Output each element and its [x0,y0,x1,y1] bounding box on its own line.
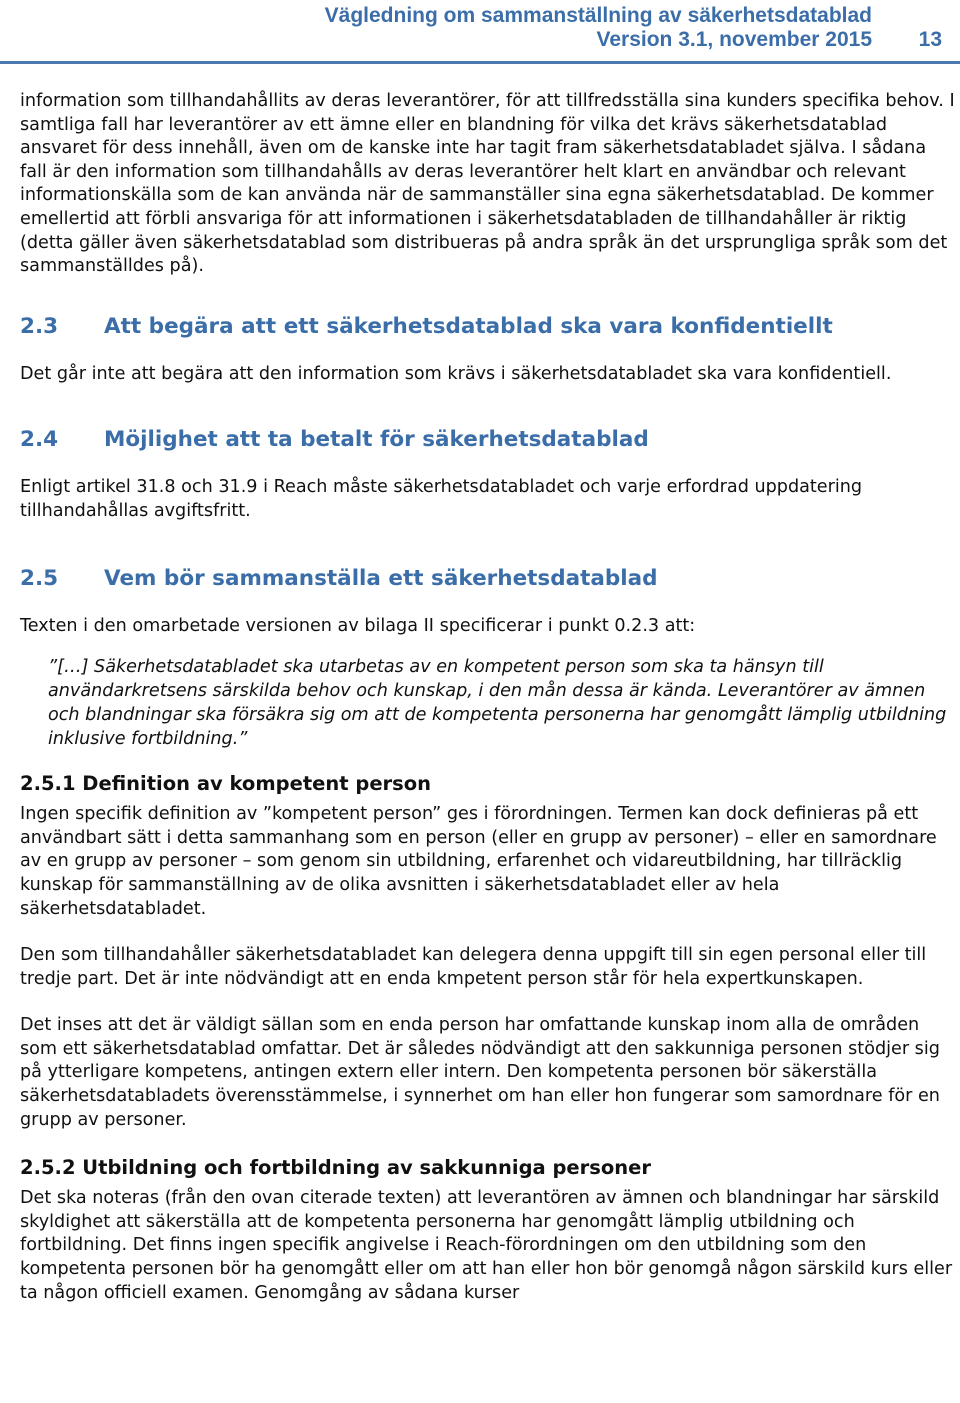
page-header [0,0,960,64]
section-2-5-1-paragraph-2: Den som tillhandahåller säkerhetsdatabladet kan delegera denna uppgift till sin egen personal eller till tredje part. Det är inte nödvändigt att en enda kmpetent person står för hela expertkunskapen. [20,945,927,989]
document-title: Vägledning om sammanställning av säkerhetsdatablad [324,4,872,27]
section-2-4-paragraph: Enligt artikel 31.8 och 31.9 i Reach måste säkerhetsdatabladet och varje erfordrad uppdatering tillhandahållas avgiftsfritt. [20,477,863,521]
section-number: 2.4 [20,427,59,453]
section-2-5-2-paragraph: Det ska noteras (från den ovan citerade texten) att leverantören av ämnen och blandningar har särskild skyldighet att säkerställa att de kompetenta personerna har genomgått lämplig utbildning och fortbildning. Det finns ingen specifik angivelse i Reach-förordningen om den utbildning som den kompetenta personen bör ha genomgått eller om att han eller hon bör genomgå någon särskild kurs eller ta någon officiell examen. Genomgång av sådana kurser [20,1188,953,1303]
section-title: Att begära att ett säkerhetsdatablad ska vara konfidentiellt [104,313,833,339]
section-number: 2.5 [20,565,59,591]
section-number: 2.3 [20,313,59,339]
section-2-5-1-paragraph-1: Ingen specifik definition av ”kompetent person” ges i förordningen. Termen kan dock definieras på ett användbart sätt i detta sammanhang som en person (eller en grupp av personer) – eller en samordnare av en grupp av personer – som genom sin utbildning, erfarenhet och vidareutbildning, har tillräcklig kunskap för sammanställning av de olika avsnitten i säkerhetsdatabladet eller av hela säkerhetsdatabladet. [20,804,937,919]
section-2-3-paragraph: Det går inte att begära att den information som krävs i säkerhetsdatabladet ska vara konfidentiell. [20,363,892,384]
subsection-heading-2-5-2: 2.5.2 Utbildning och fortbildning av sakkunniga personer [20,1156,651,1180]
section-2-5-paragraph: Texten i den omarbetade versionen av bilaga II specificerar i punkt 0.2.3 att: [20,615,696,636]
section-heading-2-4 [20,426,956,454]
header-divider [0,61,960,64]
document-version: Version 3.1, november 2015 [596,28,872,51]
section-heading-2-3 [20,313,956,341]
section-title: Möjlighet att ta betalt för säkerhetsdatablad [104,427,649,453]
section-heading-2-5 [20,565,956,593]
page-number: 13 [918,28,942,51]
intro-paragraph: information som tillhandahållits av deras leverantörer, för att tillfredsställa sina kunders specifika behov. I samtliga fall har leverantörer av ett ämne eller en blandning för vilka det krävs säkerhetsdatablad ansvaret för dess innehåll, även om de kanske inte har tagit fram säkerhetsdatabladet själva. I sådana fall är den information som tillhandahålls av deras leverantörer helt klart en användbar och relevant informationskälla som de kan använda när de sammanställer sina egna säkerhetsdatablad. De kommer emellertid att förbli ansvariga för att informationen i säkerhetsdatabladen de tillhandahåller är riktig (detta gäller även säkerhetsdatablad som distribueras på andra språk än det ursprungliga språk som det sammanställdes på). [20,91,955,277]
quoted-text: ”[…] Säkerhetsdatabladet ska utarbetas av en kompetent person som ska ta hänsyn till användarkretsens särskilda behov och kunskap, i den mån dessa är kända. Leverantörer av ämnen och blandningar ska försäkra sig om att de kompetenta personerna har genomgått lämplig utbildning inklusive fortbildning.” [48,657,947,750]
section-title: Vem bör sammanställa ett säkerhetsdatablad [104,565,658,591]
section-2-5-1-paragraph-3: Det inses att det är väldigt sällan som en enda person har omfattande kunskap inom alla de områden som ett säkerhetsdatablad omfattar. Det är således nödvändigt att den sakkunniga personen stödjer sig på ytterligare kompetens, antingen extern eller intern. Den kompetenta personen bör säkerställa säkerhetsdatabladets överensstämmelse, i synnerhet om han eller hon fungerar som samordnare för en grupp av personer. [20,1015,940,1130]
subsection-heading-2-5-1: 2.5.1 Definition av kompetent person [20,772,432,796]
document-body [20,90,956,1305]
